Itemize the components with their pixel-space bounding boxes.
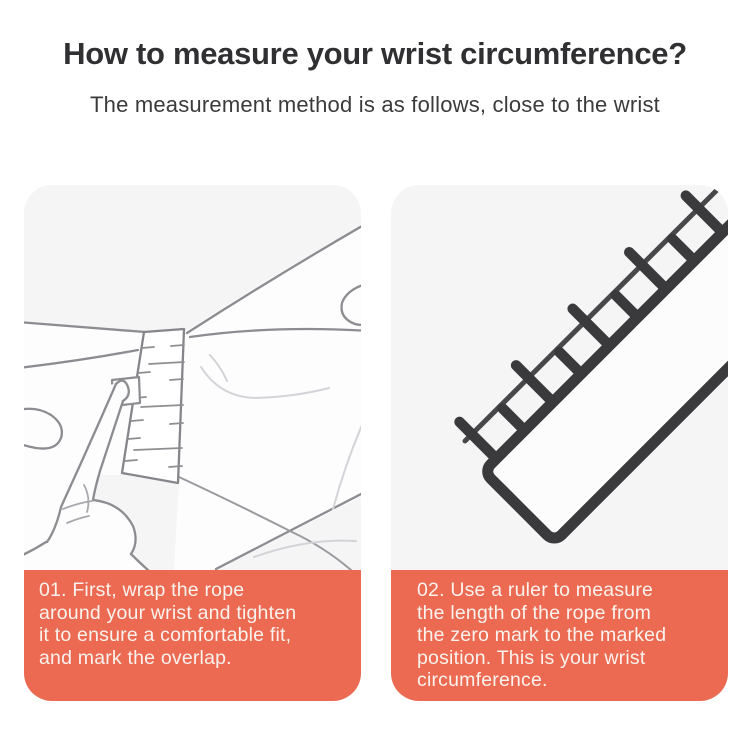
caption-line: around your wrist and tighten — [39, 601, 297, 624]
step-1-caption — [24, 570, 361, 701]
page-title: How to measure your wrist circumference? — [63, 36, 687, 71]
page-subtitle: The measurement method is as follows, close to the wrist — [90, 92, 660, 117]
ruler-body — [447, 185, 728, 542]
wrist-measuring-illustration — [24, 185, 361, 570]
step-1-card — [24, 185, 361, 701]
caption-line: position. This is your wrist — [417, 646, 646, 669]
caption-line: 02. Use a ruler to measure — [417, 579, 654, 601]
step-2-card — [391, 185, 728, 701]
caption-line: 01. First, wrap the rope — [39, 579, 245, 601]
caption-line: and mark the overlap. — [39, 646, 232, 669]
caption-line: the length of the rope from — [417, 601, 652, 624]
caption-line: the zero mark to the marked — [417, 624, 667, 646]
caption-line: it to ensure a comfortable fit, — [39, 624, 292, 646]
step-2-caption — [391, 570, 728, 701]
caption-line: circumference. — [417, 669, 548, 691]
steps-row — [24, 185, 728, 701]
ruler-illustration — [391, 185, 728, 570]
